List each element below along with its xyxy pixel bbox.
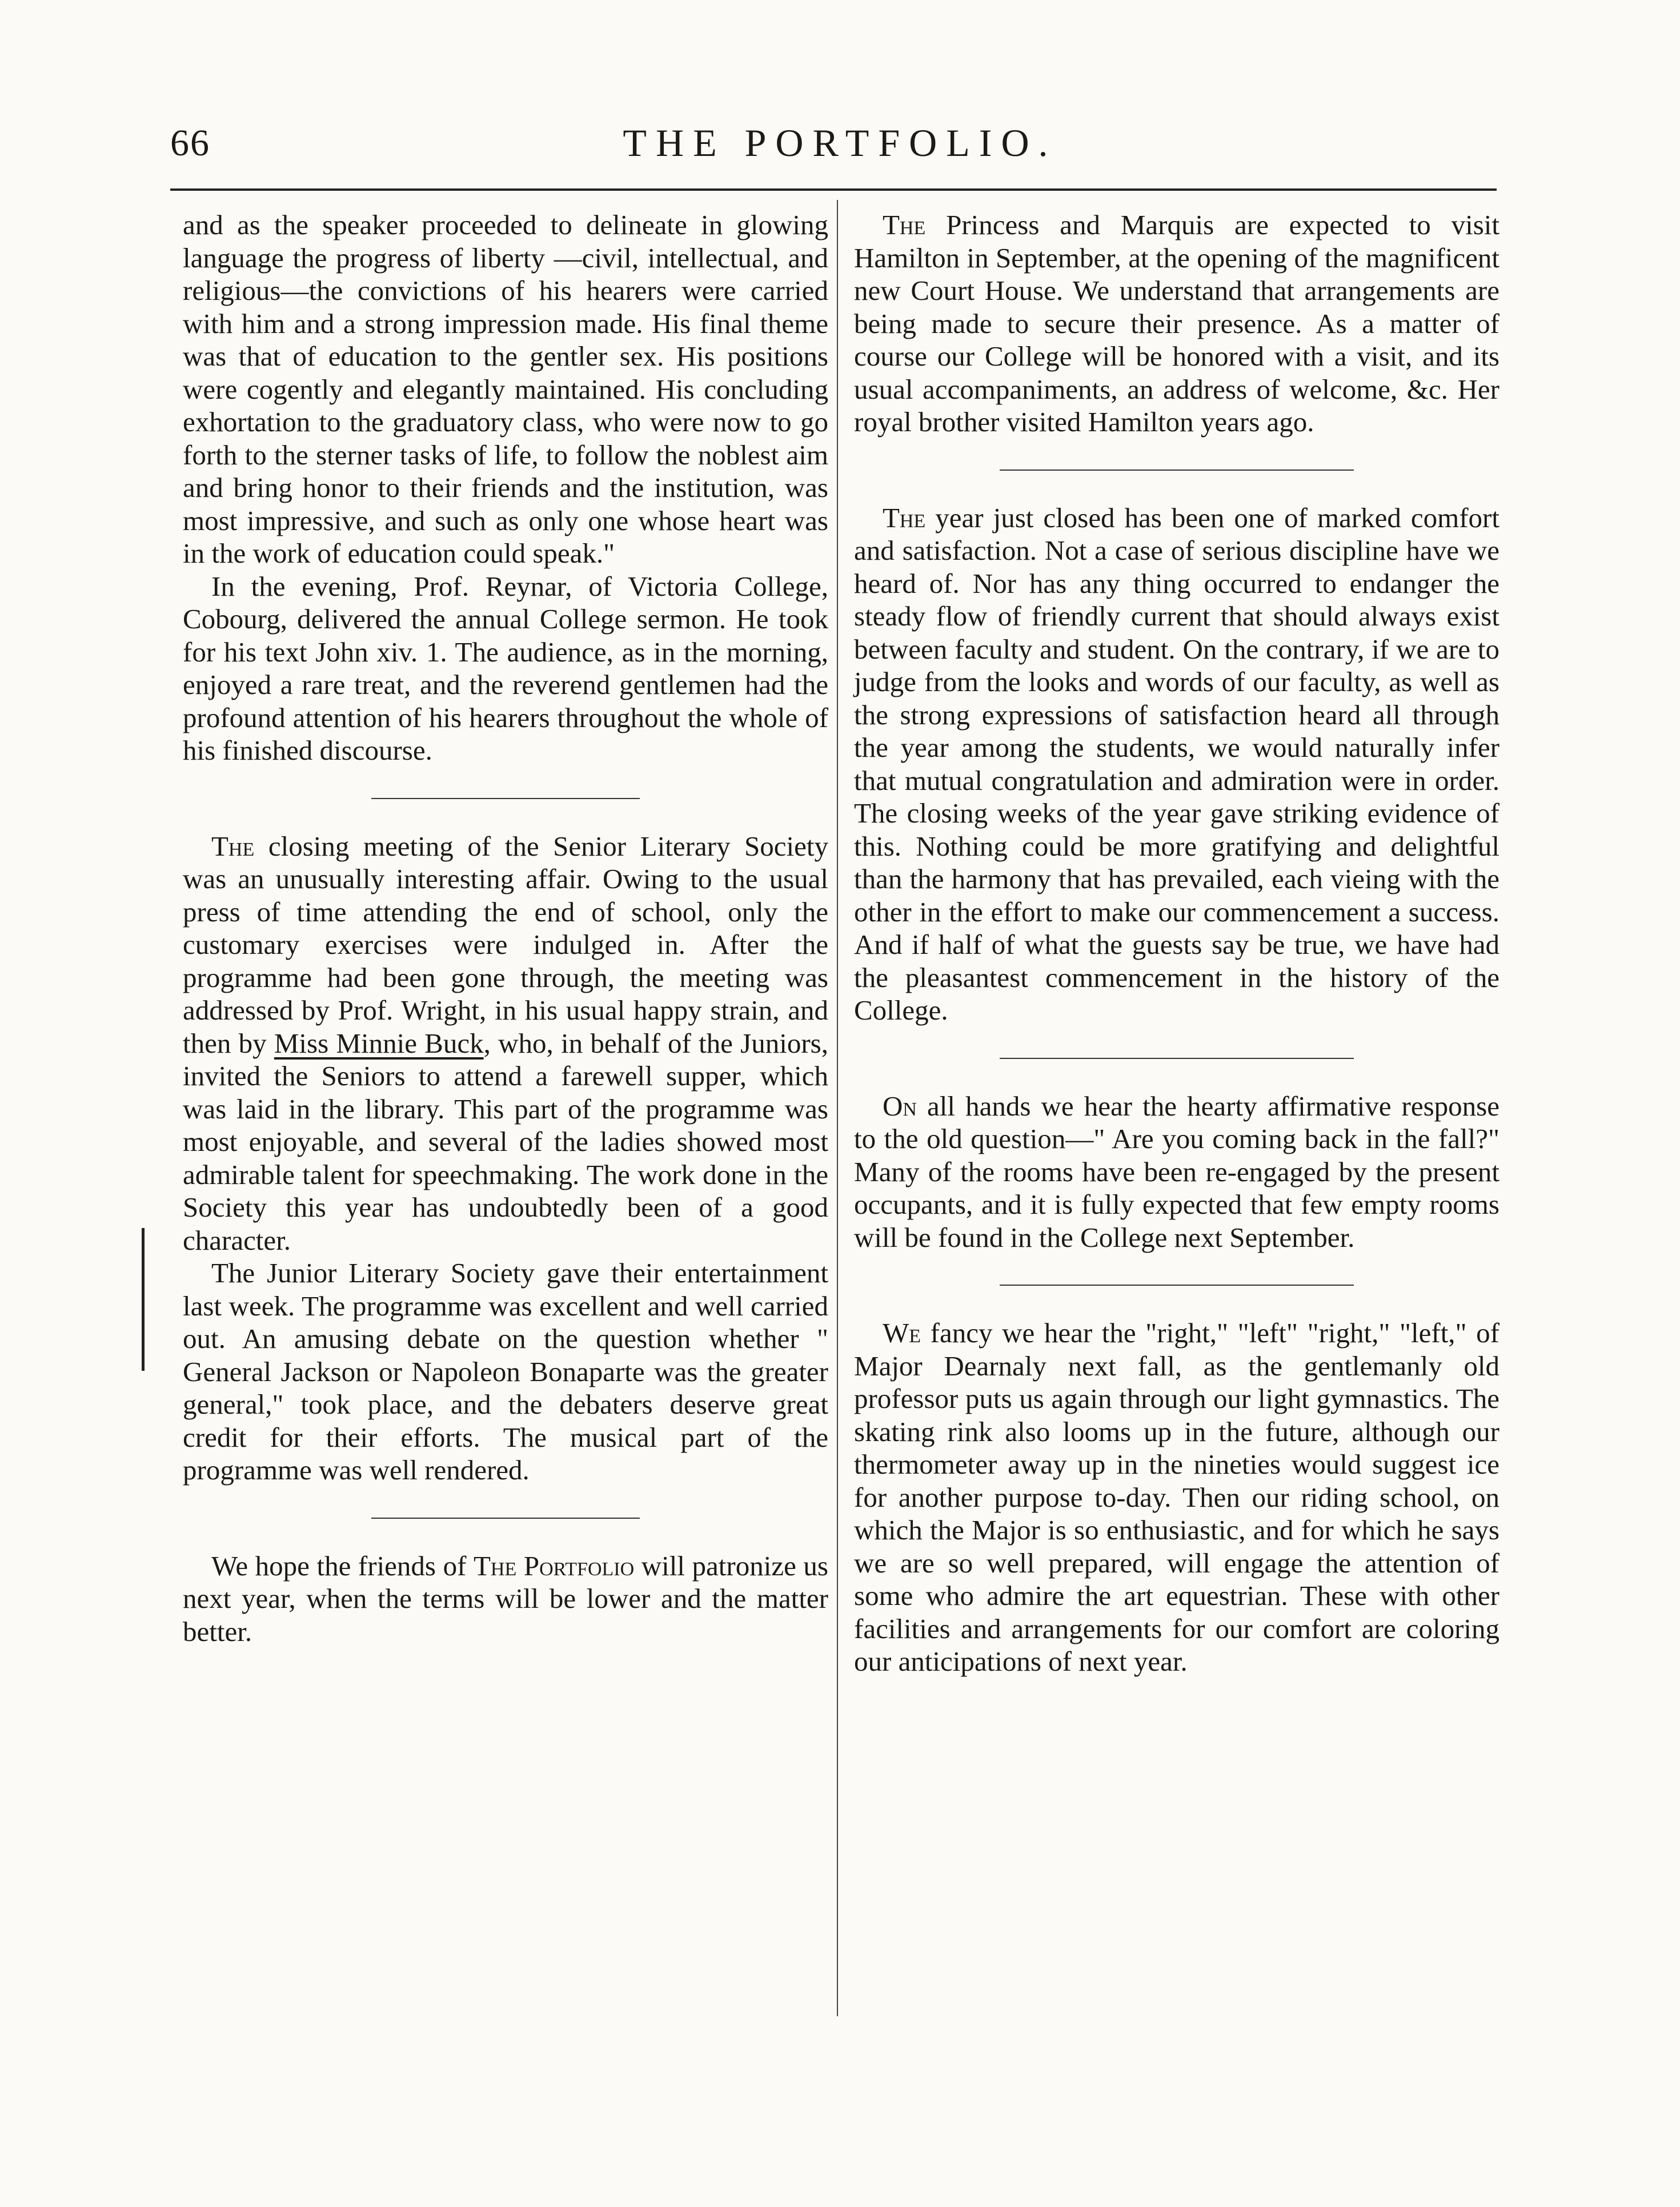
text-run: will patronize us next year, when the terms will be lower and the matter better. [183, 1550, 828, 1647]
section-separator [1000, 1285, 1354, 1286]
text-run: year just closed has been one of marked comfort and satisfaction. Not a case of serious discipline have we heard of. Nor has any thing occurred to endanger the steady flow of friendly current that should always exist between faculty and student. On the contrary, if we are to judge from the looks and words of our faculty, as well as the strong expressions of satisfaction heard all through the year among the students, we would naturally infer that mutual congratulation and admiration were in order. The closing weeks of the year gave striking evidence of this. Nothing could be more gratifying and delightful than the harmony that has prevailed, each vieing with the other in the effort to make our commencement a success. And if half of what the guests say be true, we have had the pleasantest commencement in the history of the College. [854, 501, 1499, 1026]
page-number: 66 [170, 122, 210, 164]
column-divider [837, 200, 838, 2016]
lead-word: On [883, 1090, 917, 1122]
right-column [854, 208, 1499, 1678]
paragraph-junior-literary-society: The Junior Literary Society gave their entertainment last week. The programme was excellent and well carried out. An amusing debate on the question whether " General Jackson or Napoleon Bonaparte was the greater general," took place, and the debaters deserve great credit for their efforts. The musical part of the programme was well rendered. [183, 1257, 828, 1486]
header-rule [170, 188, 1497, 191]
margin-mark [142, 1228, 145, 1371]
paragraph-coming-back [854, 1090, 1499, 1254]
paragraph-year-closed [854, 501, 1499, 1027]
section-separator [1000, 470, 1354, 471]
paragraph-senior-literary-society [183, 830, 828, 1257]
lead-word: The [883, 209, 926, 240]
text-run: We hope the friends of [211, 1550, 474, 1582]
paragraph-gymnastics [854, 1317, 1499, 1678]
section-separator [371, 798, 640, 799]
text-run: , who, in behalf of the Juniors, invited the Seniors to attend a farewell supper, which was laid in the library. This part of the programme was most enjoyable, and several of the ladies showed most admirable talent for speechmaking. The work done in the Society this year has undoubtedly been of a good character. [183, 1027, 828, 1256]
paragraph-patronage [183, 1550, 828, 1648]
paragraph-speech-continuation: and as the speaker proceeded to delineate in glowing language the progress of liberty —civil, intellectual, and religious—the convictions of his hearers were carried with him and a strong impression made. His final theme was that of education to the gentler sex. His positions were cogently and elegantly maintained. His concluding exhortation to the graduatory class, who were now to go forth to the sterner tasks of life, to follow the noblest aim and bring honor to their friends and the institution, was most impressive, and such as only one whose heart was in the work of education could speak." [183, 209, 828, 569]
paragraph-princess-visit [854, 208, 1499, 439]
section-separator [371, 1518, 640, 1519]
publication-name: The Portfolio [473, 1550, 635, 1582]
section-separator [1000, 1058, 1354, 1059]
text-run: Princess and Marquis are expected to visit Hamilton in September, at the opening of the magnificent new Court House. We understand that arrangements are being made to secure their presence. As a matter of course our College will be honored with a visit, and its usual accompaniments, an address of welcome, &c. Her royal brother visited Hamilton years ago. [854, 209, 1499, 438]
lead-word: The [211, 830, 255, 862]
text-run: all hands we hear the hearty affirmative response to the old question—" Are you coming back in the fall?" Many of the rooms have been re-engaged by the present occupants, and it is fully expected that few empty rooms will be found in the College next September. [854, 1090, 1499, 1253]
running-title: THE PORTFOLIO. [623, 121, 1057, 164]
underlined-name: Miss Minnie Buck [274, 1027, 484, 1059]
paragraph-evening-sermon: In the evening, Prof. Reynar, of Victoria College, Cobourg, delivered the annual College sermon. He took for his text John xiv. 1. The audience, as in the morning, enjoyed a rare treat, and the reverend gentlemen had the profound attention of his hearers throughout the whole of his finished discourse. [183, 570, 828, 766]
text-run: closing meeting of the Senior Literary Society was an unusually interesting affair. Owing to the usual press of time attending the end of school, only the customary exercises were indulged in. After the programme had been gone through, the meeting was addressed by Prof. Wright, in his usual happy strain, and then by [183, 830, 828, 1059]
lead-word: We [883, 1317, 921, 1349]
left-column [183, 208, 828, 1648]
lead-word: The [883, 501, 926, 533]
text-run: fancy we hear the "right," "left" "right," "left," of Major Dearnaly next fall, as the gentlemanly old professor puts us again through our light gymnastics. The skating rink also looms up in the future, although our thermometer away up in the nineties would suggest ice for another purpose to-day. Then our riding school, on which the Major is so enthusiastic, and for which he says we are so well prepared, will engage the attention of some who admire the art equestrian. These with other facilities and arrangements for our comfort are coloring our anticipations of next year. [854, 1317, 1499, 1677]
